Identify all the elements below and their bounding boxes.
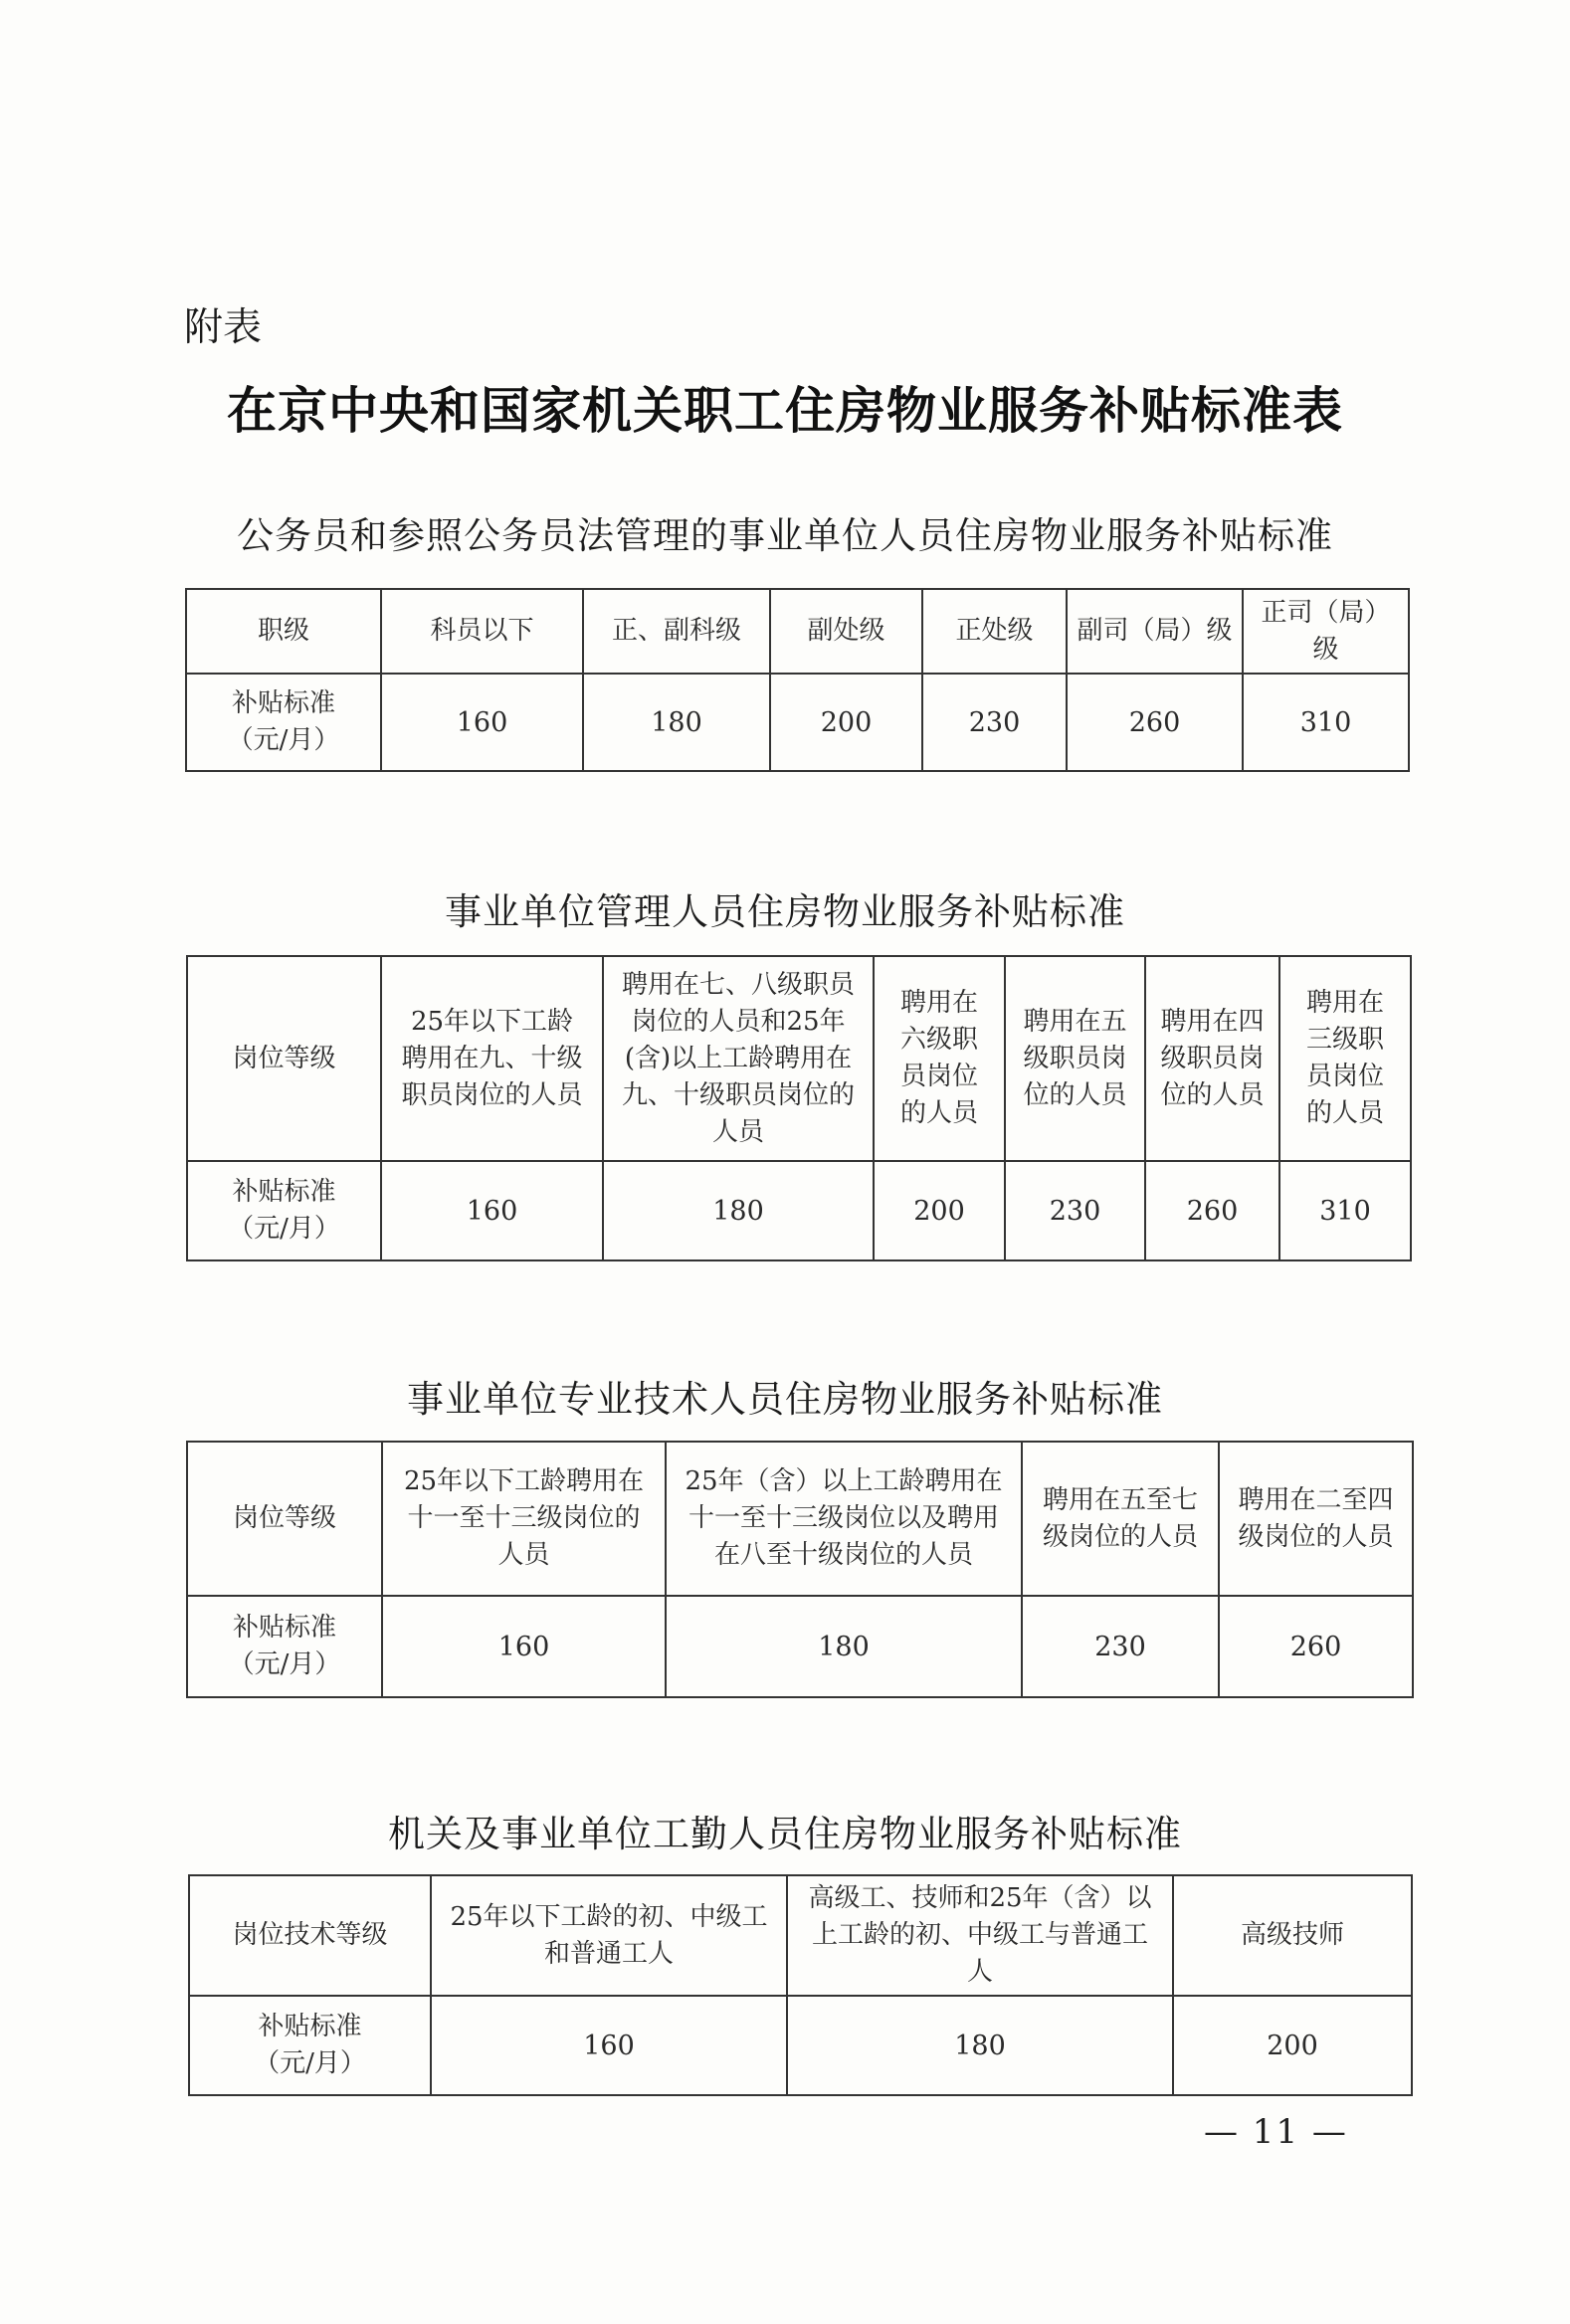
header-cell: 25年以下工龄聘用在十一至十三级岗位的人员: [382, 1442, 666, 1596]
row-label-cell: 补贴标准 （元/月）: [187, 1596, 382, 1697]
value-cell: 310: [1243, 674, 1409, 771]
value-cell: 260: [1145, 1161, 1279, 1260]
header-cell: 25年以下工龄的初、中级工和普通工人: [431, 1875, 787, 1996]
header-cell: 25年（含）以上工龄聘用在十一至十三级岗位以及聘用在八至十级岗位的人员: [666, 1442, 1022, 1596]
value-cell: 180: [666, 1596, 1022, 1697]
table-value-row: [186, 674, 1409, 771]
header-cell: 聘用在五至七级岗位的人员: [1022, 1442, 1219, 1596]
header-cell: 科员以下: [381, 589, 583, 674]
value-cell: 180: [603, 1161, 874, 1260]
page-title: 在京中央和国家机关职工住房物业服务补贴标准表: [227, 381, 1343, 440]
value-cell: 260: [1067, 674, 1243, 771]
value-cell: 310: [1279, 1161, 1411, 1260]
table-value-row: [189, 1996, 1412, 2095]
section-title-technical-staff: 事业单位专业技术人员住房物业服务补贴标准: [407, 1378, 1163, 1421]
table-header-row: [187, 956, 1411, 1161]
value-cell: 160: [381, 1161, 603, 1260]
header-cell: 高级工、技师和25年（含）以上工龄的初、中级工与普通工人: [787, 1875, 1173, 1996]
value-cell: 160: [381, 674, 583, 771]
header-cell: 副处级: [770, 589, 922, 674]
table-technical-staff: [186, 1441, 1414, 1698]
value-cell: 160: [431, 1996, 787, 2095]
header-cell: 聘用在五级职员岗位的人员: [1005, 956, 1145, 1161]
section-title-civil-servants: 公务员和参照公务员法管理的事业单位人员住房物业服务补贴标准: [237, 514, 1333, 557]
header-cell: 25年以下工龄聘用在九、十级职员岗位的人员: [381, 956, 603, 1161]
header-cell: 正司（局）级: [1243, 589, 1409, 674]
value-cell: 230: [1022, 1596, 1219, 1697]
value-cell: 200: [770, 674, 922, 771]
header-cell: 聘用在四级职员岗位的人员: [1145, 956, 1279, 1161]
page-number: — 11 —: [1204, 2112, 1348, 2152]
row-label-cell: 补贴标准 （元/月）: [189, 1996, 431, 2095]
value-cell: 230: [1005, 1161, 1145, 1260]
section-title-service-workers: 机关及事业单位工勤人员住房物业服务补贴标准: [388, 1813, 1182, 1855]
value-cell: 200: [874, 1161, 1005, 1260]
header-cell: 聘用在六级职员岗位的人员: [874, 956, 1005, 1161]
table-service-workers: [188, 1874, 1413, 2096]
value-cell: 160: [382, 1596, 666, 1697]
table-header-row: [186, 589, 1409, 674]
header-cell: 聘用在二至四级岗位的人员: [1219, 1442, 1413, 1596]
header-cell: 岗位技术等级: [189, 1875, 431, 1996]
header-cell: 岗位等级: [187, 1442, 382, 1596]
value-cell: 260: [1219, 1596, 1413, 1697]
header-cell: 聘用在七、八级职员岗位的人员和25年(含)以上工龄聘用在九、十级职员岗位的人员: [603, 956, 874, 1161]
table-value-row: [187, 1596, 1413, 1697]
appendix-label: 附表: [184, 305, 263, 350]
table-header-row: [187, 1442, 1413, 1596]
table-civil-servants: [185, 588, 1410, 772]
value-cell: 180: [787, 1996, 1173, 2095]
row-label-cell: 补贴标准 （元/月）: [186, 674, 381, 771]
value-cell: 230: [922, 674, 1067, 771]
table-value-row: [187, 1161, 1411, 1260]
header-cell: 正、副科级: [583, 589, 770, 674]
value-cell: 180: [583, 674, 770, 771]
header-cell: 聘用在三级职员岗位的人员: [1279, 956, 1411, 1161]
header-cell: 副司（局）级: [1067, 589, 1243, 674]
section-title-management-staff: 事业单位管理人员住房物业服务补贴标准: [445, 890, 1125, 933]
table-management-staff: [186, 955, 1412, 1261]
row-label-cell: 补贴标准 （元/月）: [187, 1161, 381, 1260]
header-cell: 高级技师: [1173, 1875, 1412, 1996]
table-header-row: [189, 1875, 1412, 1996]
header-cell: 职级: [186, 589, 381, 674]
header-cell: 正处级: [922, 589, 1067, 674]
header-cell: 岗位等级: [187, 956, 381, 1161]
value-cell: 200: [1173, 1996, 1412, 2095]
